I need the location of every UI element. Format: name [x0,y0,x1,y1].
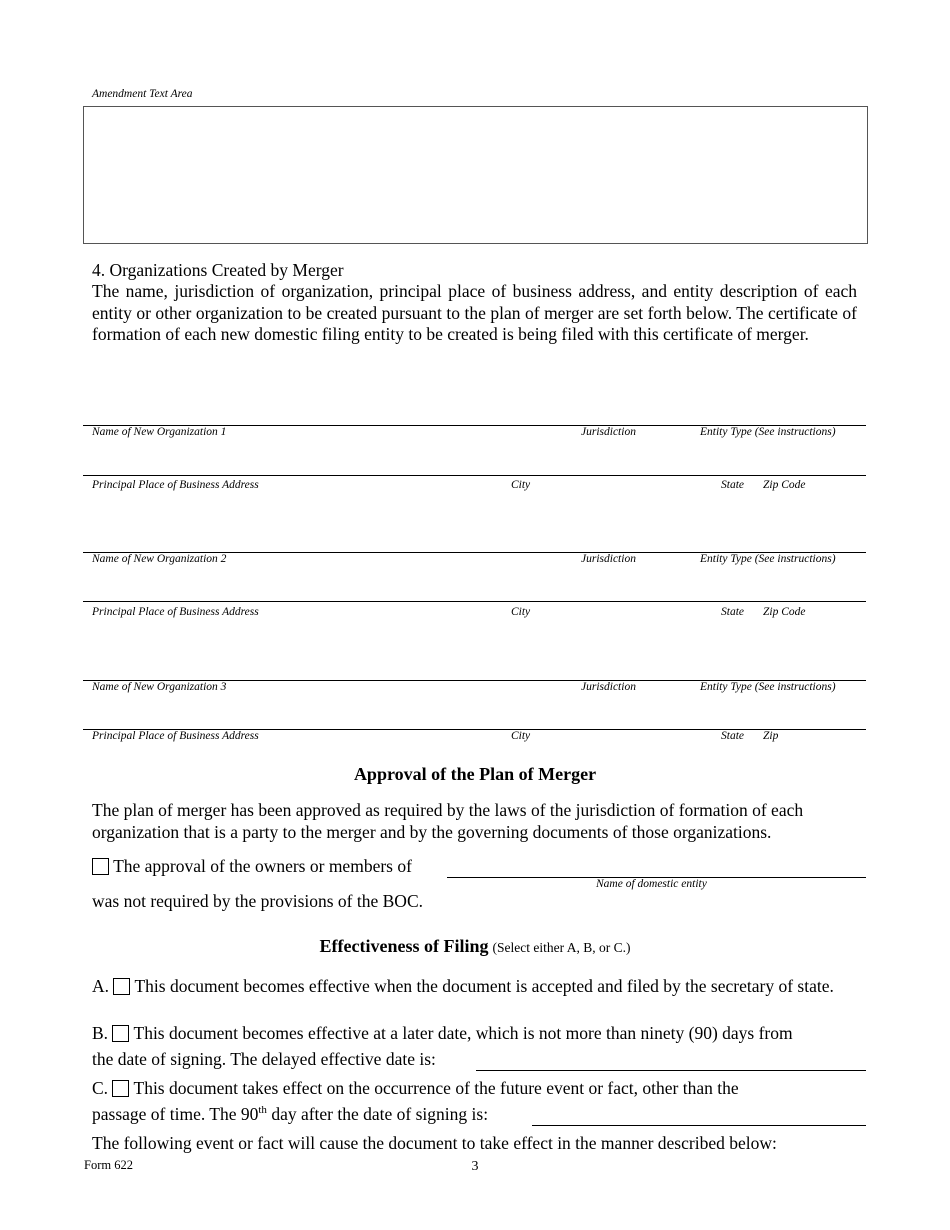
approval-owners-row [92,856,412,878]
approval-not-required-text: was not required by the provisions of the BOC. [92,891,423,911]
option-c-checkbox[interactable] [112,1080,129,1097]
org1-entity-type-label: Entity Type (See instructions) [700,426,836,438]
option-a-row [92,976,862,998]
page-number: 3 [471,1159,479,1174]
org3-entity-type-label: Entity Type (See instructions) [700,681,836,693]
approval-paragraph: The plan of merger has been approved as required by the laws of the jurisdiction of formation of each organization that is a party to the merger and by the governing documents of those organizations. [92,800,804,842]
org2-jurisdiction-label: Jurisdiction [581,553,636,565]
option-b-checkbox[interactable] [112,1025,129,1042]
form-number: Form 622 [84,1158,133,1172]
option-c-text-line2b: day after the date of signing is: [266,1104,489,1124]
approval-owners-text: The approval of the owners or members of [113,856,412,876]
option-c-text-line1: This document takes effect on the occurrence of the future event or fact, other than the [133,1078,739,1098]
option-c-text-line2a: passage of time. The 90 [92,1104,259,1124]
option-c-line2 [92,1104,488,1126]
org3-city-label: City [511,730,531,742]
effectiveness-subheading: (Select either A, B, or C.) [492,940,631,955]
event-fact-text: The following event or fact will cause the document to take effect in the manner described below: [92,1133,777,1153]
org2-entity-type-label: Entity Type (See instructions) [700,553,836,565]
amendment-label: Amendment Text Area [92,88,193,100]
org3-jurisdiction-label: Jurisdiction [581,681,636,693]
domestic-entity-label: Name of domestic entity [596,878,707,890]
option-b-row [92,1023,793,1045]
owners-approval-checkbox[interactable] [92,858,109,875]
org1-jurisdiction-label: Jurisdiction [581,426,636,438]
option-a-text: This document becomes effective when the document is accepted and filed by the secretary of state. [134,976,834,996]
org3-state-label: State [721,730,744,742]
amendment-text-area[interactable] [83,106,868,244]
option-a-prefix: A. [92,976,110,996]
section4-paragraph: The name, jurisdiction of organization, principal place of business address, and entity description of each entity or other organization to be created pursuant to the plan of merger are set forth below. The certificate of formation of each new domestic filing entity to be created is being filed with this certificate of merger. [92,281,857,344]
org1-state-label: State [721,479,744,491]
ninetieth-day-date-line[interactable] [532,1125,866,1126]
org2-zip-label: Zip Code [763,606,806,618]
effectiveness-heading-row [0,936,950,957]
option-b-prefix: B. [92,1023,109,1043]
effectiveness-heading: Effectiveness of Filing [319,936,489,956]
org1-name-label: Name of New Organization 1 [92,426,227,438]
org3-name-label: Name of New Organization 3 [92,681,227,693]
org3-zip-label: Zip [763,730,779,742]
option-c-superscript: th [258,1104,267,1117]
approval-heading: Approval of the Plan of Merger [353,764,597,784]
option-b-text-line1: This document becomes effective at a later date, which is not more than ninety (90) days from [133,1023,793,1043]
option-c-row [92,1078,739,1100]
org2-state-label: State [721,606,744,618]
org1-address-line[interactable] [83,475,866,476]
org1-zip-label: Zip Code [763,479,806,491]
option-a-checkbox[interactable] [113,978,130,995]
org1-city-label: City [511,479,531,491]
org1-address-label: Principal Place of Business Address [92,479,259,491]
org3-address-label: Principal Place of Business Address [92,730,259,742]
org2-name-label: Name of New Organization 2 [92,553,227,565]
section4-heading: 4. Organizations Created by Merger [92,260,344,280]
option-b-text-line2: the date of signing. The delayed effective date is: [92,1049,436,1069]
org2-address-line[interactable] [83,601,866,602]
delayed-effective-date-line[interactable] [476,1070,866,1071]
org2-address-label: Principal Place of Business Address [92,606,259,618]
option-c-prefix: C. [92,1078,109,1098]
org2-city-label: City [511,606,531,618]
